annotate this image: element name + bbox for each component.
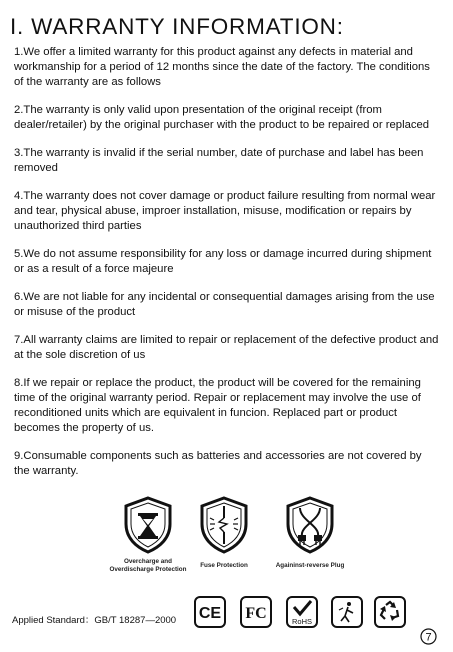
protection-label-1-line1: Overcharge and (124, 558, 172, 565)
clause-1: 1.We offer a limited warranty for this product against any defects in material and workmanship for a period of 12 months since the date of the factory. The conditions of the warranty are as follows (14, 46, 430, 88)
recycle-person-icon (331, 596, 363, 628)
protection-label-2: Fuse Protection (200, 562, 248, 569)
protection-label-1-line2: Overdischarge Protection (109, 566, 187, 573)
hourglass-shield-icon (122, 496, 174, 554)
fcc-mark-text: FC (245, 605, 267, 622)
clause-2: 2.The warranty is only valid upon presentation of the original receipt (from dealer/retailer) by the original purchaser with the product to be repaired or replaced (14, 104, 430, 131)
clause-9: 9.Consumable components such as batteries and accessories are not covered by the warranty. (14, 450, 422, 477)
protection-label-1 (108, 558, 188, 574)
clause-5: 5.We do not assume responsibility for any loss or damage incurred during shipment or as a result of a force majeure (14, 248, 432, 275)
protection-label-3: Againinst-reverse Plug (275, 562, 345, 569)
recycling-arrows-icon (374, 596, 406, 628)
clause-8: 8.If we repair or replace the product, the product will be covered for the remaining time of the original warranty period. Repair or replacement may involve the use of reconditioned units which are equivalent in funcion. Replaced part or product becomes the property of us. (14, 377, 421, 434)
clause-4: 4.The warranty does not cover damage or product failure resulting from normal wear and tear, physical abuse, improer installation, misuse, modification or repairs by unauthorized third parties (14, 190, 436, 232)
fcc-mark-icon (240, 596, 272, 628)
plug-shield-icon (284, 496, 336, 554)
fuse-shield-icon (198, 496, 250, 554)
applied-standard: Applied Standard：GB/T 18287—2000 (12, 615, 177, 626)
clause-7: 7.All warranty claims are limited to repair or replacement of the defective product and at the sole discretion of us (14, 334, 439, 361)
warranty-clauses (14, 45, 440, 492)
rohs-mark-text: RoHS (291, 617, 313, 626)
ce-mark-icon (194, 596, 226, 628)
page-title: I. WARRANTY INFORMATION: (10, 14, 344, 39)
page-number-text: 7 (425, 631, 432, 644)
rohs-mark-icon (286, 596, 318, 628)
page-number-badge (420, 628, 437, 645)
ce-mark-text: CE (198, 605, 222, 622)
clause-6: 6.We are not liable for any incidental or consequential damages arising from the use or misuse of the product (14, 291, 435, 318)
protection-icons (0, 496, 453, 576)
clause-3: 3.The warranty is invalid if the serial number, date of purchase and label has been removed (14, 147, 424, 174)
